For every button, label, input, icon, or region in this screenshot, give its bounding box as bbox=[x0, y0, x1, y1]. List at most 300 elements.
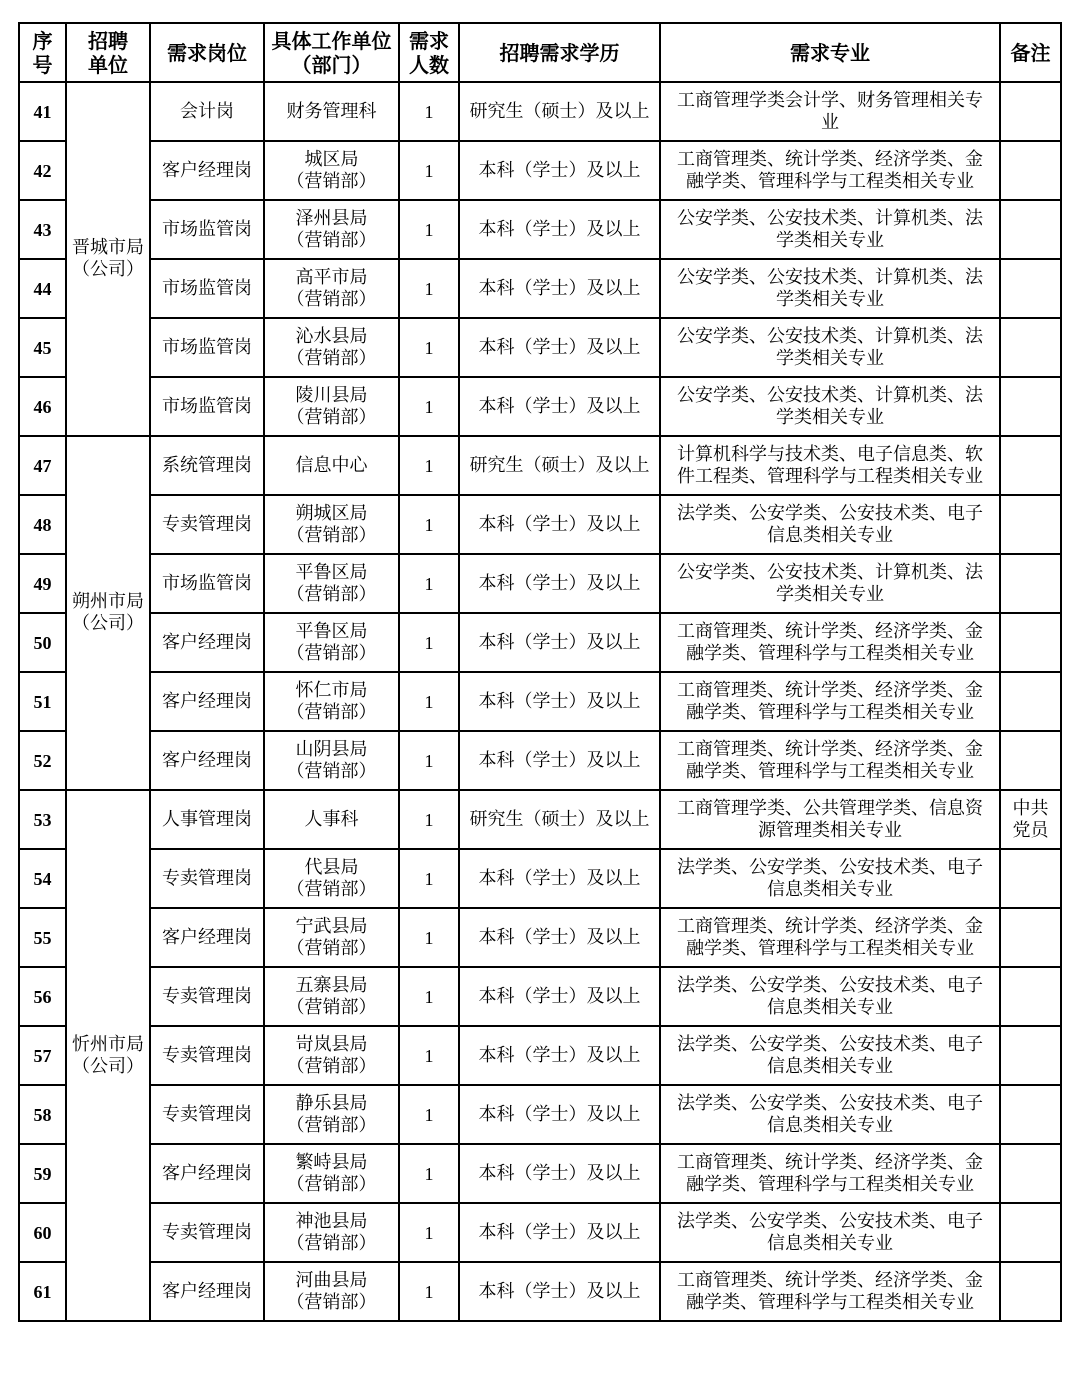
row-number-line: 52 bbox=[33, 750, 52, 771]
education-line: 本科（学士）及以上 bbox=[478, 1280, 641, 1302]
major-line: 信息类相关专业 bbox=[767, 1232, 893, 1254]
headcount bbox=[399, 672, 459, 731]
work-unit bbox=[264, 436, 399, 495]
major-line: 工商管理类、统计学类、经济学类、金 bbox=[677, 1269, 983, 1291]
work-unit bbox=[264, 1203, 399, 1262]
row-number bbox=[19, 318, 66, 377]
major-line: 信息类相关专业 bbox=[767, 878, 893, 900]
header-position: 需求岗位 bbox=[150, 23, 264, 82]
work-unit bbox=[264, 377, 399, 436]
work-unit-line: 人事科 bbox=[304, 808, 359, 830]
header-count bbox=[399, 23, 459, 82]
row-number-line: 59 bbox=[33, 1163, 52, 1184]
work-unit-line: （营销部） bbox=[286, 642, 377, 664]
work-unit-line: 岢岚县局 bbox=[295, 1033, 368, 1055]
major-line: 法学类、公安学类、公安技术类、电子 bbox=[677, 1092, 983, 1114]
table-row bbox=[19, 377, 1061, 436]
headcount bbox=[399, 1026, 459, 1085]
position bbox=[150, 967, 264, 1026]
headcount-line: 1 bbox=[424, 809, 434, 830]
work-unit bbox=[264, 1262, 399, 1321]
major-line: 学类相关专业 bbox=[776, 347, 884, 369]
education-line: 本科（学士）及以上 bbox=[478, 572, 641, 594]
major-line: 工商管理学类、公共管理学类、信息资 bbox=[677, 797, 983, 819]
headcount bbox=[399, 259, 459, 318]
recruiting-unit bbox=[66, 82, 150, 436]
headcount bbox=[399, 495, 459, 554]
table-row bbox=[19, 849, 1061, 908]
note bbox=[1000, 1085, 1061, 1144]
recruiting-unit-line: （公司） bbox=[72, 1055, 144, 1077]
headcount bbox=[399, 790, 459, 849]
work-unit-line: 朔城区局 bbox=[295, 502, 368, 524]
major bbox=[660, 495, 1000, 554]
education-line: 本科（学士）及以上 bbox=[478, 336, 641, 358]
table-row bbox=[19, 967, 1061, 1026]
major-line: 公安学类、公安技术类、计算机类、法 bbox=[677, 207, 983, 229]
recruiting-unit-line: 忻州市局 bbox=[72, 1033, 144, 1055]
work-unit-line: 平鲁区局 bbox=[295, 561, 368, 583]
position bbox=[150, 495, 264, 554]
table-row bbox=[19, 672, 1061, 731]
work-unit bbox=[264, 1026, 399, 1085]
education bbox=[459, 436, 660, 495]
major bbox=[660, 967, 1000, 1026]
table-row bbox=[19, 613, 1061, 672]
recruiting-unit bbox=[66, 436, 150, 790]
work-unit bbox=[264, 849, 399, 908]
education-line: 本科（学士）及以上 bbox=[478, 985, 641, 1007]
position bbox=[150, 849, 264, 908]
recruiting-unit-line: （公司） bbox=[72, 613, 144, 634]
major-line: 融学类、管理科学与工程类相关专业 bbox=[686, 1173, 974, 1195]
position-line: 专卖管理岗 bbox=[162, 513, 252, 535]
work-unit bbox=[264, 967, 399, 1026]
education bbox=[459, 1203, 660, 1262]
headcount-line: 1 bbox=[424, 278, 434, 299]
row-number bbox=[19, 495, 66, 554]
row-number bbox=[19, 200, 66, 259]
major bbox=[660, 1026, 1000, 1085]
header-note: 备注 bbox=[1000, 23, 1061, 82]
major-line: 工商管理类、统计学类、经济学类、金 bbox=[677, 915, 983, 937]
education-line: 本科（学士）及以上 bbox=[478, 513, 641, 535]
major bbox=[660, 1144, 1000, 1203]
major-line: 工商管理类、统计学类、经济学类、金 bbox=[677, 1151, 983, 1173]
education bbox=[459, 849, 660, 908]
education bbox=[459, 1144, 660, 1203]
table-row bbox=[19, 1144, 1061, 1203]
row-number-line: 51 bbox=[33, 691, 52, 712]
major bbox=[660, 731, 1000, 790]
note bbox=[1000, 436, 1061, 495]
work-unit bbox=[264, 1144, 399, 1203]
position-line: 系统管理岗 bbox=[162, 454, 252, 476]
work-unit-line: 财务管理科 bbox=[286, 100, 377, 122]
row-number-line: 54 bbox=[33, 868, 52, 889]
table-row bbox=[19, 1262, 1061, 1321]
position bbox=[150, 259, 264, 318]
work-unit-line: 宁武县局 bbox=[295, 915, 368, 937]
major-line: 学类相关专业 bbox=[776, 583, 884, 605]
work-unit bbox=[264, 613, 399, 672]
education bbox=[459, 554, 660, 613]
position bbox=[150, 613, 264, 672]
headcount bbox=[399, 554, 459, 613]
position-line: 客户经理岗 bbox=[162, 1280, 252, 1302]
major bbox=[660, 200, 1000, 259]
major bbox=[660, 259, 1000, 318]
position-line: 客户经理岗 bbox=[162, 749, 252, 771]
headcount bbox=[399, 613, 459, 672]
work-unit-line: （营销部） bbox=[286, 701, 377, 723]
work-unit-line: 静乐县局 bbox=[295, 1092, 368, 1114]
row-number bbox=[19, 908, 66, 967]
work-unit-line: （营销部） bbox=[286, 878, 377, 900]
note bbox=[1000, 1262, 1061, 1321]
position-line: 市场监管岗 bbox=[162, 277, 252, 299]
table-row bbox=[19, 82, 1061, 141]
work-unit-line: 陵川县局 bbox=[295, 384, 368, 406]
major-line: 件工程类、管理科学与工程类相关专业 bbox=[677, 465, 983, 487]
major bbox=[660, 377, 1000, 436]
major bbox=[660, 141, 1000, 200]
education-line: 本科（学士）及以上 bbox=[478, 1162, 641, 1184]
row-number-line: 42 bbox=[33, 160, 52, 181]
position bbox=[150, 908, 264, 967]
work-unit-line: （营销部） bbox=[286, 1173, 377, 1195]
major bbox=[660, 672, 1000, 731]
position bbox=[150, 141, 264, 200]
major-line: 融学类、管理科学与工程类相关专业 bbox=[686, 642, 974, 664]
major-line: 法学类、公安学类、公安技术类、电子 bbox=[677, 856, 983, 878]
education bbox=[459, 495, 660, 554]
row-number-line: 61 bbox=[33, 1281, 52, 1302]
headcount-line: 1 bbox=[424, 1281, 434, 1302]
row-number bbox=[19, 1262, 66, 1321]
work-unit-line: （营销部） bbox=[286, 1291, 377, 1313]
work-unit-line: 河曲县局 bbox=[295, 1269, 368, 1291]
table-row bbox=[19, 554, 1061, 613]
table-row bbox=[19, 1085, 1061, 1144]
headcount bbox=[399, 141, 459, 200]
row-number bbox=[19, 731, 66, 790]
major bbox=[660, 849, 1000, 908]
headcount-line: 1 bbox=[424, 337, 434, 358]
major bbox=[660, 1203, 1000, 1262]
header-unit bbox=[66, 23, 150, 82]
work-unit-line: 泽州县局 bbox=[295, 207, 368, 229]
work-unit-line: （营销部） bbox=[286, 229, 377, 251]
work-unit-line: （营销部） bbox=[286, 1232, 377, 1254]
headcount-line: 1 bbox=[424, 219, 434, 240]
major-line: 工商管理类、统计学类、经济学类、金 bbox=[677, 679, 983, 701]
major-line: 业 bbox=[821, 111, 839, 133]
recruiting-unit-line: 晋城市局 bbox=[72, 237, 144, 258]
education bbox=[459, 1085, 660, 1144]
work-unit-line: （营销部） bbox=[286, 583, 377, 605]
headcount bbox=[399, 1203, 459, 1262]
work-unit bbox=[264, 495, 399, 554]
note bbox=[1000, 967, 1061, 1026]
education bbox=[459, 613, 660, 672]
note bbox=[1000, 1144, 1061, 1203]
education-line: 本科（学士）及以上 bbox=[478, 218, 641, 240]
table-row bbox=[19, 436, 1061, 495]
major-line: 融学类、管理科学与工程类相关专业 bbox=[686, 170, 974, 192]
header-count-line: 需求 bbox=[409, 28, 449, 53]
row-number-line: 50 bbox=[33, 632, 52, 653]
header-dept bbox=[264, 23, 399, 82]
note-line: 党员 bbox=[1012, 819, 1049, 841]
major-line: 融学类、管理科学与工程类相关专业 bbox=[686, 701, 974, 723]
major bbox=[660, 318, 1000, 377]
note bbox=[1000, 672, 1061, 731]
work-unit-line: （营销部） bbox=[286, 406, 377, 428]
headcount-line: 1 bbox=[424, 1163, 434, 1184]
work-unit-line: 城区局 bbox=[304, 148, 359, 170]
position bbox=[150, 436, 264, 495]
position bbox=[150, 1085, 264, 1144]
major-line: 公安学类、公安技术类、计算机类、法 bbox=[677, 325, 983, 347]
row-number-line: 55 bbox=[33, 927, 52, 948]
work-unit bbox=[264, 141, 399, 200]
header-unit-line: 招聘 bbox=[88, 28, 128, 53]
position-line: 专卖管理岗 bbox=[162, 1103, 252, 1125]
row-number-line: 45 bbox=[33, 337, 52, 358]
major-line: 源管理类相关专业 bbox=[758, 819, 902, 841]
major-line: 法学类、公安学类、公安技术类、电子 bbox=[677, 974, 983, 996]
position-line: 客户经理岗 bbox=[162, 926, 252, 948]
headcount-line: 1 bbox=[424, 573, 434, 594]
table-row bbox=[19, 1203, 1061, 1262]
header-row bbox=[19, 23, 1061, 82]
note bbox=[1000, 790, 1061, 849]
major-line: 学类相关专业 bbox=[776, 288, 884, 310]
header-education: 招聘需求学历 bbox=[459, 23, 660, 82]
table-row bbox=[19, 731, 1061, 790]
major-line: 信息类相关专业 bbox=[767, 996, 893, 1018]
note bbox=[1000, 554, 1061, 613]
position bbox=[150, 1262, 264, 1321]
work-unit-line: 代县局 bbox=[304, 856, 359, 878]
note bbox=[1000, 318, 1061, 377]
work-unit-line: （营销部） bbox=[286, 1114, 377, 1136]
row-number-line: 47 bbox=[33, 455, 52, 476]
table-row bbox=[19, 200, 1061, 259]
position-line: 人事管理岗 bbox=[162, 808, 252, 830]
position bbox=[150, 790, 264, 849]
headcount-line: 1 bbox=[424, 750, 434, 771]
headcount bbox=[399, 1144, 459, 1203]
major-line: 法学类、公安学类、公安技术类、电子 bbox=[677, 1033, 983, 1055]
position-line: 专卖管理岗 bbox=[162, 1044, 252, 1066]
table-row bbox=[19, 1026, 1061, 1085]
work-unit bbox=[264, 554, 399, 613]
education bbox=[459, 1026, 660, 1085]
row-number bbox=[19, 1026, 66, 1085]
headcount-line: 1 bbox=[424, 868, 434, 889]
major bbox=[660, 82, 1000, 141]
education bbox=[459, 672, 660, 731]
row-number-line: 58 bbox=[33, 1104, 52, 1125]
headcount-line: 1 bbox=[424, 1104, 434, 1125]
header-no-line: 号 bbox=[32, 52, 53, 77]
table-row bbox=[19, 318, 1061, 377]
row-number-line: 43 bbox=[33, 219, 52, 240]
major bbox=[660, 554, 1000, 613]
row-number-line: 60 bbox=[33, 1222, 52, 1243]
work-unit-line: （营销部） bbox=[286, 524, 377, 546]
education-line: 本科（学士）及以上 bbox=[478, 1044, 641, 1066]
education-line: 本科（学士）及以上 bbox=[478, 1103, 641, 1125]
position-line: 市场监管岗 bbox=[162, 395, 252, 417]
headcount-line: 1 bbox=[424, 1045, 434, 1066]
table-row bbox=[19, 908, 1061, 967]
row-number-line: 44 bbox=[33, 278, 52, 299]
work-unit bbox=[264, 200, 399, 259]
note bbox=[1000, 1026, 1061, 1085]
row-number bbox=[19, 1203, 66, 1262]
headcount-line: 1 bbox=[424, 514, 434, 535]
position-line: 专卖管理岗 bbox=[162, 985, 252, 1007]
row-number bbox=[19, 613, 66, 672]
note bbox=[1000, 141, 1061, 200]
header-no bbox=[19, 23, 66, 82]
headcount bbox=[399, 82, 459, 141]
position bbox=[150, 1144, 264, 1203]
work-unit-line: 沁水县局 bbox=[295, 325, 368, 347]
row-number bbox=[19, 790, 66, 849]
header-dept-line: 具体工作单位 bbox=[271, 28, 392, 53]
position bbox=[150, 554, 264, 613]
row-number bbox=[19, 436, 66, 495]
note bbox=[1000, 200, 1061, 259]
position bbox=[150, 200, 264, 259]
position bbox=[150, 672, 264, 731]
major bbox=[660, 1262, 1000, 1321]
row-number-line: 57 bbox=[33, 1045, 52, 1066]
major bbox=[660, 790, 1000, 849]
education-line: 本科（学士）及以上 bbox=[478, 395, 641, 417]
education-line: 本科（学士）及以上 bbox=[478, 277, 641, 299]
recruiting-unit bbox=[66, 790, 150, 1321]
work-unit-line: （营销部） bbox=[286, 288, 377, 310]
education-line: 本科（学士）及以上 bbox=[478, 749, 641, 771]
note bbox=[1000, 731, 1061, 790]
education bbox=[459, 731, 660, 790]
row-number bbox=[19, 672, 66, 731]
education bbox=[459, 82, 660, 141]
major-line: 工商管理类、统计学类、经济学类、金 bbox=[677, 738, 983, 760]
position-line: 专卖管理岗 bbox=[162, 867, 252, 889]
position bbox=[150, 1026, 264, 1085]
position-line: 客户经理岗 bbox=[162, 1162, 252, 1184]
position-line: 客户经理岗 bbox=[162, 690, 252, 712]
table-row bbox=[19, 141, 1061, 200]
work-unit bbox=[264, 908, 399, 967]
row-number-line: 49 bbox=[33, 573, 52, 594]
work-unit bbox=[264, 672, 399, 731]
major-line: 法学类、公安学类、公安技术类、电子 bbox=[677, 502, 983, 524]
row-number-line: 53 bbox=[33, 809, 52, 830]
headcount-line: 1 bbox=[424, 632, 434, 653]
headcount bbox=[399, 849, 459, 908]
note bbox=[1000, 908, 1061, 967]
major-line: 信息类相关专业 bbox=[767, 1055, 893, 1077]
education-line: 本科（学士）及以上 bbox=[478, 867, 641, 889]
major-line: 融学类、管理科学与工程类相关专业 bbox=[686, 760, 974, 782]
education-line: 本科（学士）及以上 bbox=[478, 926, 641, 948]
major bbox=[660, 1085, 1000, 1144]
row-number bbox=[19, 82, 66, 141]
note bbox=[1000, 1203, 1061, 1262]
work-unit bbox=[264, 259, 399, 318]
education-line: 本科（学士）及以上 bbox=[478, 1221, 641, 1243]
headcount-line: 1 bbox=[424, 396, 434, 417]
row-number bbox=[19, 849, 66, 908]
major-line: 工商管理学类会计学、财务管理相关专 bbox=[677, 89, 983, 111]
note bbox=[1000, 849, 1061, 908]
headcount-line: 1 bbox=[424, 927, 434, 948]
position bbox=[150, 318, 264, 377]
headcount bbox=[399, 967, 459, 1026]
headcount-line: 1 bbox=[424, 1222, 434, 1243]
education-line: 本科（学士）及以上 bbox=[478, 690, 641, 712]
table-body bbox=[19, 82, 1061, 1321]
position-line: 专卖管理岗 bbox=[162, 1221, 252, 1243]
major-line: 公安学类、公安技术类、计算机类、法 bbox=[677, 266, 983, 288]
major-line: 信息类相关专业 bbox=[767, 524, 893, 546]
major bbox=[660, 436, 1000, 495]
headcount-line: 1 bbox=[424, 691, 434, 712]
education bbox=[459, 141, 660, 200]
work-unit-line: 平鲁区局 bbox=[295, 620, 368, 642]
row-number bbox=[19, 554, 66, 613]
work-unit-line: 高平市局 bbox=[295, 266, 368, 288]
table-row bbox=[19, 495, 1061, 554]
position-line: 客户经理岗 bbox=[162, 631, 252, 653]
row-number-line: 46 bbox=[33, 396, 52, 417]
education-line: 研究生（硕士）及以上 bbox=[469, 100, 650, 122]
education bbox=[459, 259, 660, 318]
headcount bbox=[399, 377, 459, 436]
headcount-line: 1 bbox=[424, 160, 434, 181]
major-line: 学类相关专业 bbox=[776, 229, 884, 251]
recruiting-unit-line: （公司） bbox=[72, 259, 144, 280]
education bbox=[459, 200, 660, 259]
headcount-line: 1 bbox=[424, 455, 434, 476]
work-unit bbox=[264, 82, 399, 141]
education bbox=[459, 790, 660, 849]
row-number bbox=[19, 1144, 66, 1203]
education-line: 研究生（硕士）及以上 bbox=[469, 454, 650, 476]
header-dept-line: （部门） bbox=[291, 52, 372, 77]
education-line: 本科（学士）及以上 bbox=[478, 159, 641, 181]
recruitment-table bbox=[18, 22, 1062, 1322]
headcount-line: 1 bbox=[424, 101, 434, 122]
header-count-line: 人数 bbox=[409, 52, 449, 77]
row-number bbox=[19, 967, 66, 1026]
row-number-line: 41 bbox=[33, 101, 52, 122]
headcount bbox=[399, 200, 459, 259]
work-unit bbox=[264, 1085, 399, 1144]
note bbox=[1000, 613, 1061, 672]
note bbox=[1000, 82, 1061, 141]
major-line: 融学类、管理科学与工程类相关专业 bbox=[686, 937, 974, 959]
headcount-line: 1 bbox=[424, 986, 434, 1007]
education bbox=[459, 377, 660, 436]
